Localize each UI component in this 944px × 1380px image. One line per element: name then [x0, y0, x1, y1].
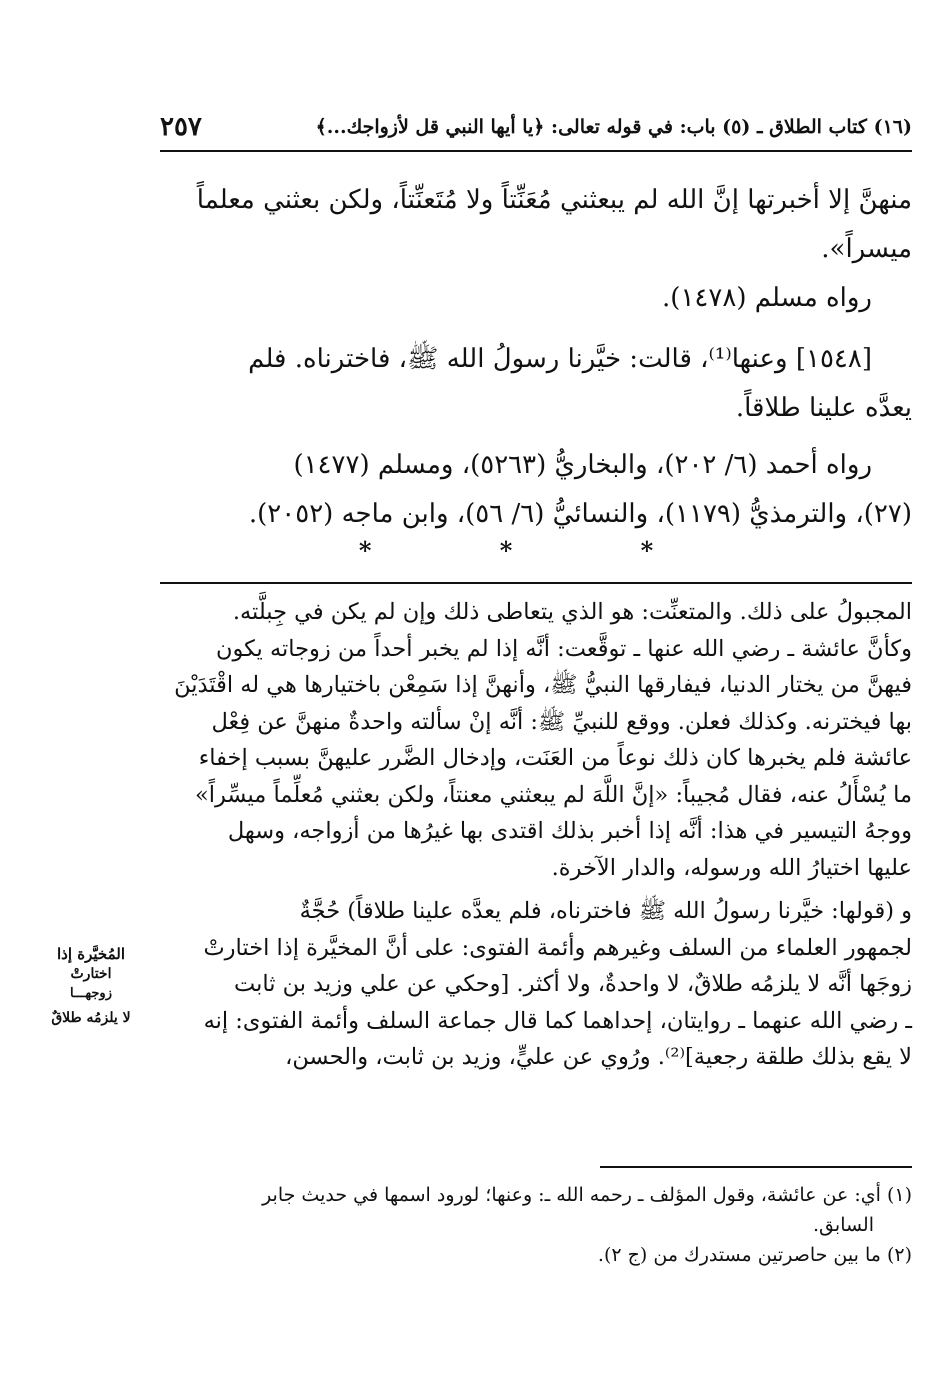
page-number: ٢٥٧ — [160, 112, 202, 142]
paragraph-line: (٢٧)، والترمذيُّ (١١٧٩)، والنسائيُّ (٦/ ٥٦)، وابن ماجه (٢٠٥٢). — [248, 499, 912, 529]
commentary-text — [160, 594, 912, 1076]
commentary-line: ووجهُ التيسير في هذا: أنَّه إذا أخبر بذلك اقتدى بها غيرُها من أزواجه، وسهل — [227, 818, 912, 844]
commentary-line: عليها اختيارُ الله ورسوله، والدار الآخرة. — [551, 854, 912, 881]
footnote-rule — [600, 1166, 912, 1168]
margin-note-line: اختارتْ — [70, 966, 112, 982]
footnote-1: (١) أي: عن عائشة، وقول المؤلف ـ رحمه الله ـ: وعنها؛ لورود اسمها في حديث جابر — [262, 1184, 912, 1206]
commentary-line: ما يُسْأَلُ عنه، فقال مُجيباً: «إنَّ اللَّهَ لم يبعثني معنتاً، ولكن بعثني مُعلِّماً ميسِّراً» — [194, 781, 912, 808]
hadith-1548: [١٥٤٨] وعنها⁽¹⁾، قالت: خيَّرنا رسولُ الله ﷺ، فاخترناه. فلم — [248, 344, 872, 374]
commentary-line: المجبولُ على ذلك. والمتعنِّت: هو الذي يتعاطى ذلك وإن لم يكن في جِبلَّته. — [232, 599, 912, 625]
commentary-rule — [160, 582, 912, 584]
margin-note-line: المُخيَّرة إذا — [57, 945, 125, 963]
commentary-line: ـ رضي الله عنهما ـ روايتان، إحداهما كما قال جماعة السلف وأئمة الفتوى: إنه — [203, 1007, 912, 1034]
commentary-line: بها فيخترنه. وكذلك فعلن. ووقع للنبيِّ ﷺ: أنَّه إنْ سألته واحدةٌ منهنَّ عن فِعْل — [211, 708, 912, 735]
footnote-1-continued: السابق. — [813, 1214, 874, 1236]
source-citation: رواه أحمد (٦/ ٢٠٢)، والبخاريُّ (٥٢٦٣)، ومسلم (١٤٧٧) — [293, 450, 872, 480]
commentary-line: عائشة فلم يخبرها كان ذلك نوعاً من العَنَت، وإدخال الضَّرر عليهنَّ بسبب إخفاء — [198, 745, 912, 771]
source-citation: رواه مسلم (١٤٧٨). — [662, 283, 872, 313]
margin-note-line: لا يلزمُه طلاقٌ — [51, 1010, 131, 1026]
section-separator: * * * — [358, 536, 714, 565]
chapter-title: (١٦) كتاب الطلاق ـ (٥) باب: في قوله تعالى: ﴿يا أيها النبي قل لأزواجك...﴾ — [315, 116, 912, 138]
commentary-line: وكأنَّ عائشة ـ رضي الله عنها ـ توقَّعت: أنَّه إذا لم يخبر أحداً من زوجاته يكون — [215, 635, 912, 662]
commentary-line: لا يقع بذلك طلقة رجعية]⁽²⁾. ورُوي عن عليٍّ، وزيد بن ثابت، والحسن، — [285, 1044, 912, 1070]
margin-note-line: زوجهـــا — [70, 986, 112, 1001]
hadith-text — [160, 176, 912, 539]
paragraph-line: يعدَّه علينا طلاقاً. — [735, 393, 912, 423]
footnote-2: (٢) ما بين حاصرتين مستدرك من (ج ٢). — [597, 1244, 912, 1266]
paragraph-line: ميسراً». — [821, 234, 912, 264]
running-header — [160, 112, 912, 152]
commentary-line: زوجَها أنَّه لا يلزمُه طلاقٌ، لا واحدةٌ، ولا أكثر. [وحكي عن علي وزيد بن ثابت — [233, 971, 912, 997]
footnotes — [160, 1180, 912, 1270]
margin-note — [28, 944, 154, 1028]
header-rule — [160, 150, 912, 152]
commentary-line: لجمهور العلماء من السلف وغيرهم وأئمة الفتوى: على أنَّ المخيَّرة إذا اختارتْ — [203, 934, 912, 961]
paragraph-line: منهنَّ إلا أخبرتها إنَّ الله لم يبعثني مُعَنِّتاً ولا مُتَعنِّتاً، ولكن بعثني معلماً — [196, 185, 912, 215]
commentary-line: فيهنَّ من يختار الدنيا، فيفارقها النبيُّ ﷺ، وأنهنَّ إذا سَمِعْن باختيارها هي له اقْتَدَيْنَ — [174, 672, 912, 698]
commentary-line: و (قولها: خيَّرنا رسولُ الله ﷺ فاخترناه، فلم يعدَّه علينا طلاقاً) حُجَّةٌ — [299, 898, 912, 924]
